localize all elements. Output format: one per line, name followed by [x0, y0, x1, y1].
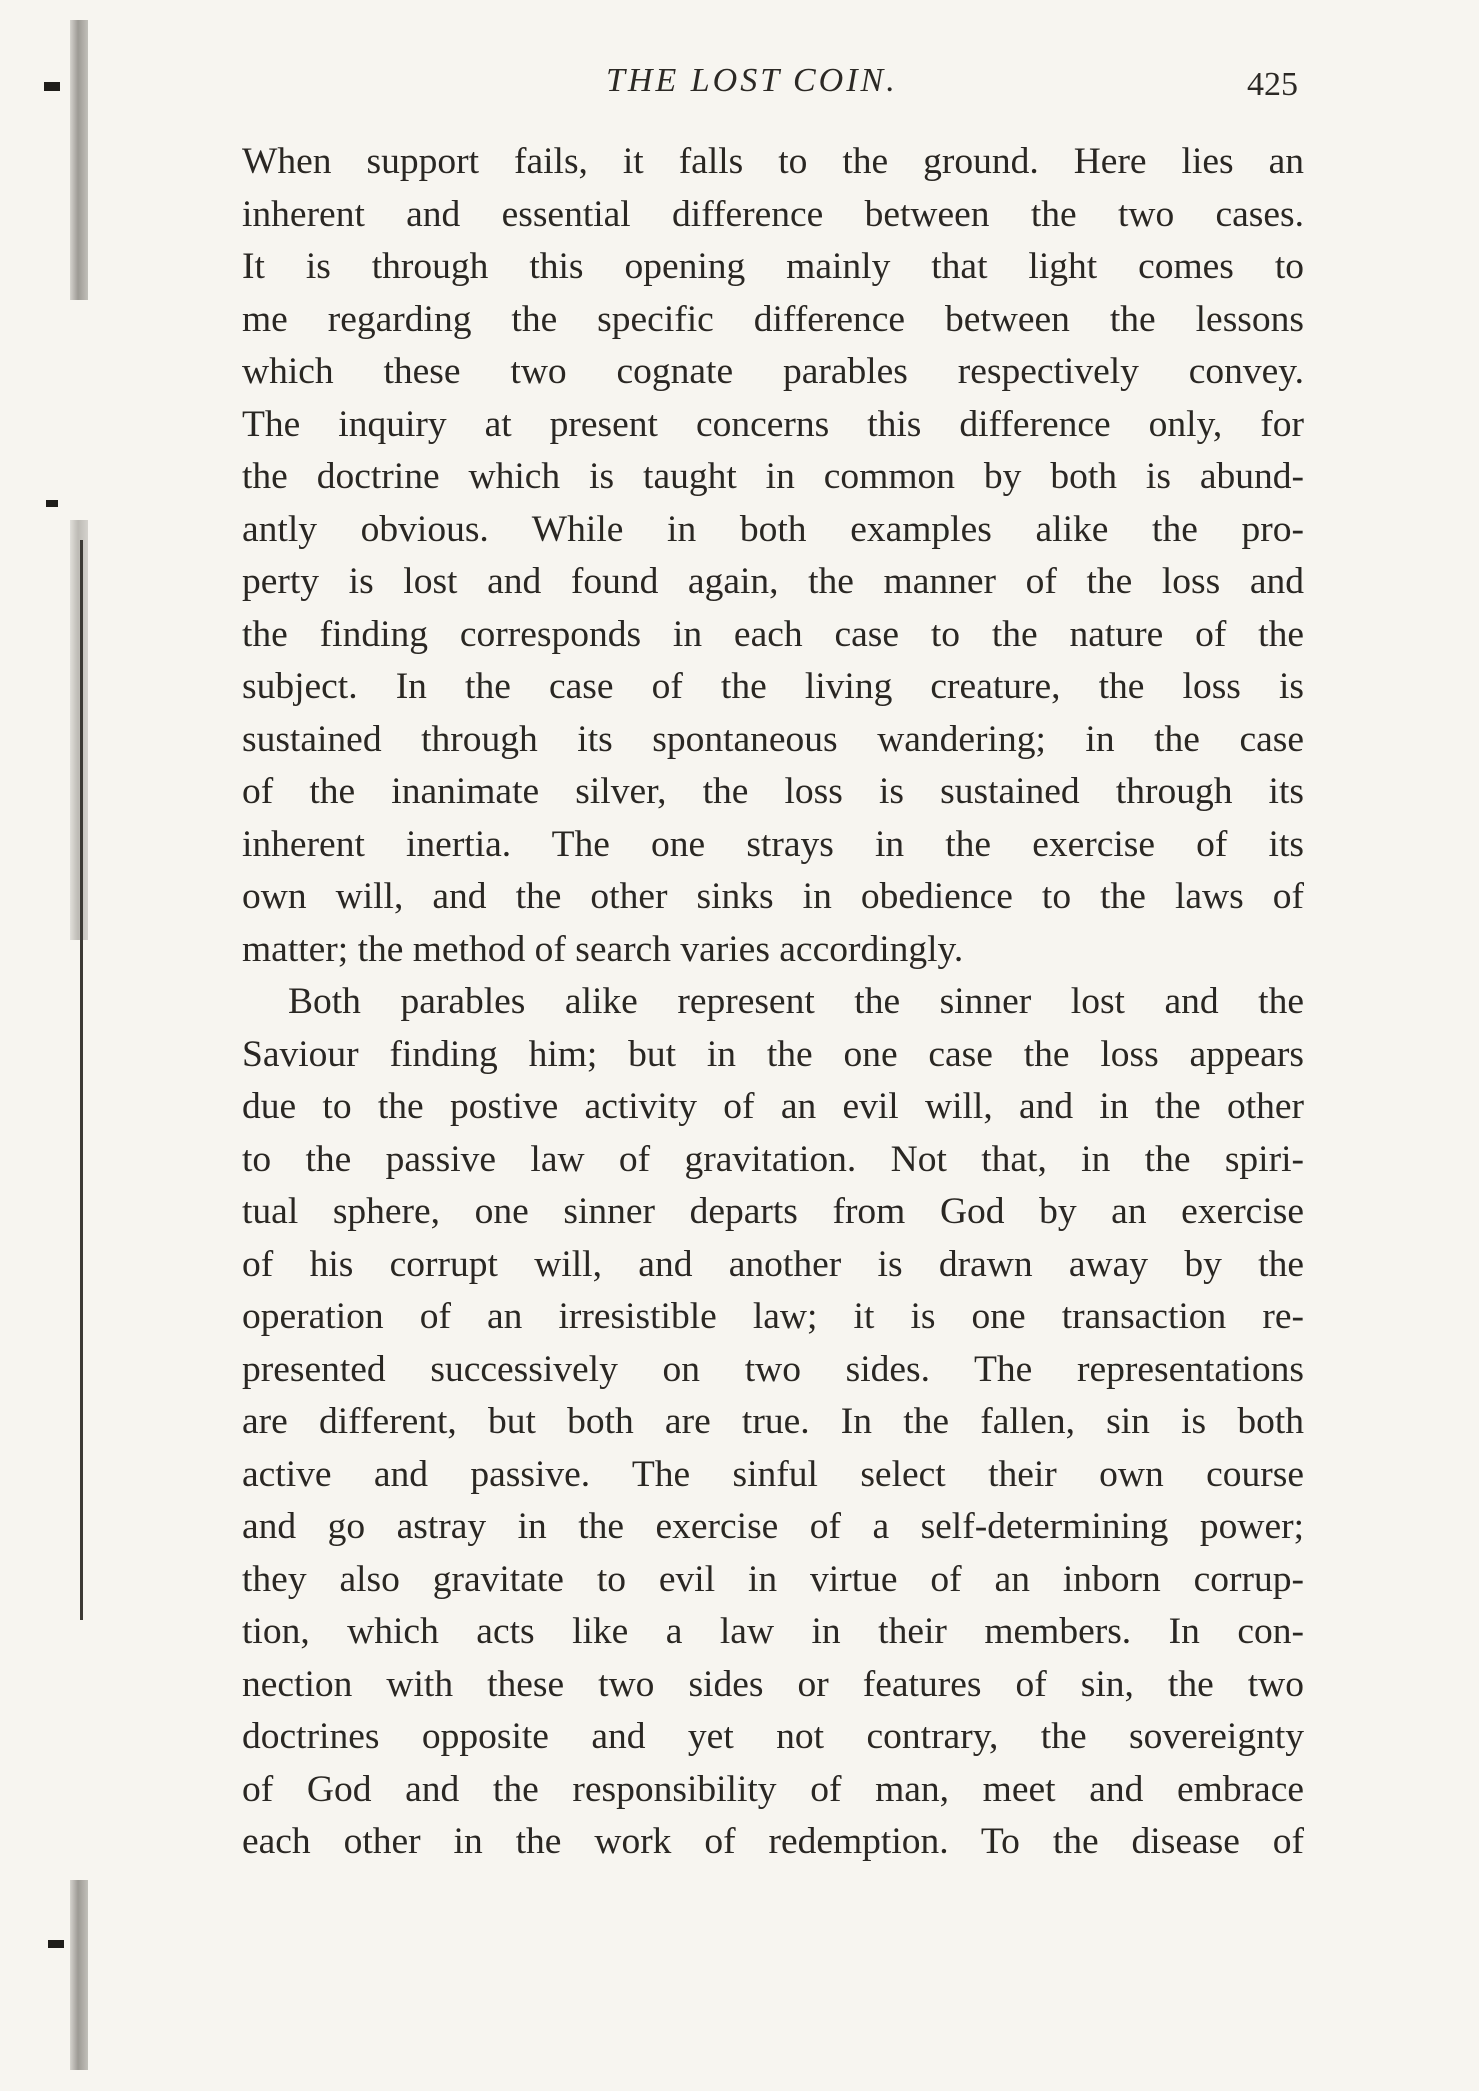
text-line: own will, and the other sinks in obedience to the laws of [242, 876, 1304, 917]
text-line: inherent inertia. The one strays in the exercise of its [242, 823, 1304, 865]
text-line: and go astray in the exercise of a self-determining power; [242, 1506, 1304, 1547]
text-line: of the inanimate silver, the loss is sustained through its [242, 771, 1304, 812]
text-line: sustained through its spontaneous wandering; in the case [242, 718, 1304, 760]
text-line: antly obvious. While in both examples alike the pro- [242, 508, 1304, 550]
text-line: subject. In the case of the living creature, the loss is [242, 666, 1304, 707]
text-line: It is through this opening mainly that light comes to [242, 246, 1304, 287]
binding-edge [42, 20, 102, 2070]
body-text [242, 136, 1304, 1869]
text-line: doctrines opposite and yet not contrary, the sovereignty [242, 1716, 1304, 1757]
binding-shadow-middle [70, 520, 88, 940]
text-line: the doctrine which is taught in common by both is abund- [242, 456, 1304, 497]
text-line: Saviour finding him; but in the one case the loss appears [242, 1033, 1304, 1075]
text-line: perty is lost and found again, the manner of the loss and [242, 561, 1304, 602]
text-line: of his corrupt will, and another is drawn away by the [242, 1243, 1304, 1285]
text-line: due to the postive activity of an evil will, and in the other [242, 1086, 1304, 1127]
binding-line [80, 540, 83, 1620]
text-line: When support fails, it falls to the ground. Here lies an [242, 141, 1304, 182]
text-line: of God and the responsibility of man, meet and embrace [242, 1768, 1304, 1810]
text-line: The inquiry at present concerns this difference only, for [242, 403, 1304, 445]
text-line: active and passive. The sinful select their own course [242, 1453, 1304, 1495]
text-line: each other in the work of redemption. To the disease of [242, 1821, 1304, 1862]
text-line: they also gravitate to evil in virtue of an inborn corrup- [242, 1558, 1304, 1600]
text-line: nection with these two sides or features of sin, the two [242, 1663, 1304, 1705]
text-line: operation of an irresistible law; it is one transaction re- [242, 1296, 1304, 1337]
text-line: which these two cognate parables respectively convey. [242, 351, 1304, 392]
text-line: presented successively on two sides. The representations [242, 1348, 1304, 1390]
scan-mark [46, 500, 58, 507]
text-line: me regarding the specific difference between the lessons [242, 298, 1304, 340]
running-title: THE LOST COIN. [606, 62, 898, 99]
text-line: to the passive law of gravitation. Not that, in the spiri- [242, 1138, 1304, 1180]
text-line: inherent and essential difference between the two cases. [242, 193, 1304, 235]
page-number: 425 [1247, 66, 1298, 103]
text-line: Both parables alike represent the sinner lost and the [288, 981, 1304, 1022]
running-head [0, 62, 1479, 112]
text-line: tual sphere, one sinner departs from God by an exercise [242, 1191, 1304, 1232]
text-line: matter; the method of search varies accordingly. [242, 928, 964, 970]
text-line: the finding corresponds in each case to the nature of the [242, 613, 1304, 655]
text-line: are different, but both are true. In the fallen, sin is both [242, 1401, 1304, 1442]
scan-mark [48, 1940, 64, 1948]
text-line: tion, which acts like a law in their members. In con- [242, 1611, 1304, 1652]
binding-shadow-bottom [70, 1880, 88, 2070]
